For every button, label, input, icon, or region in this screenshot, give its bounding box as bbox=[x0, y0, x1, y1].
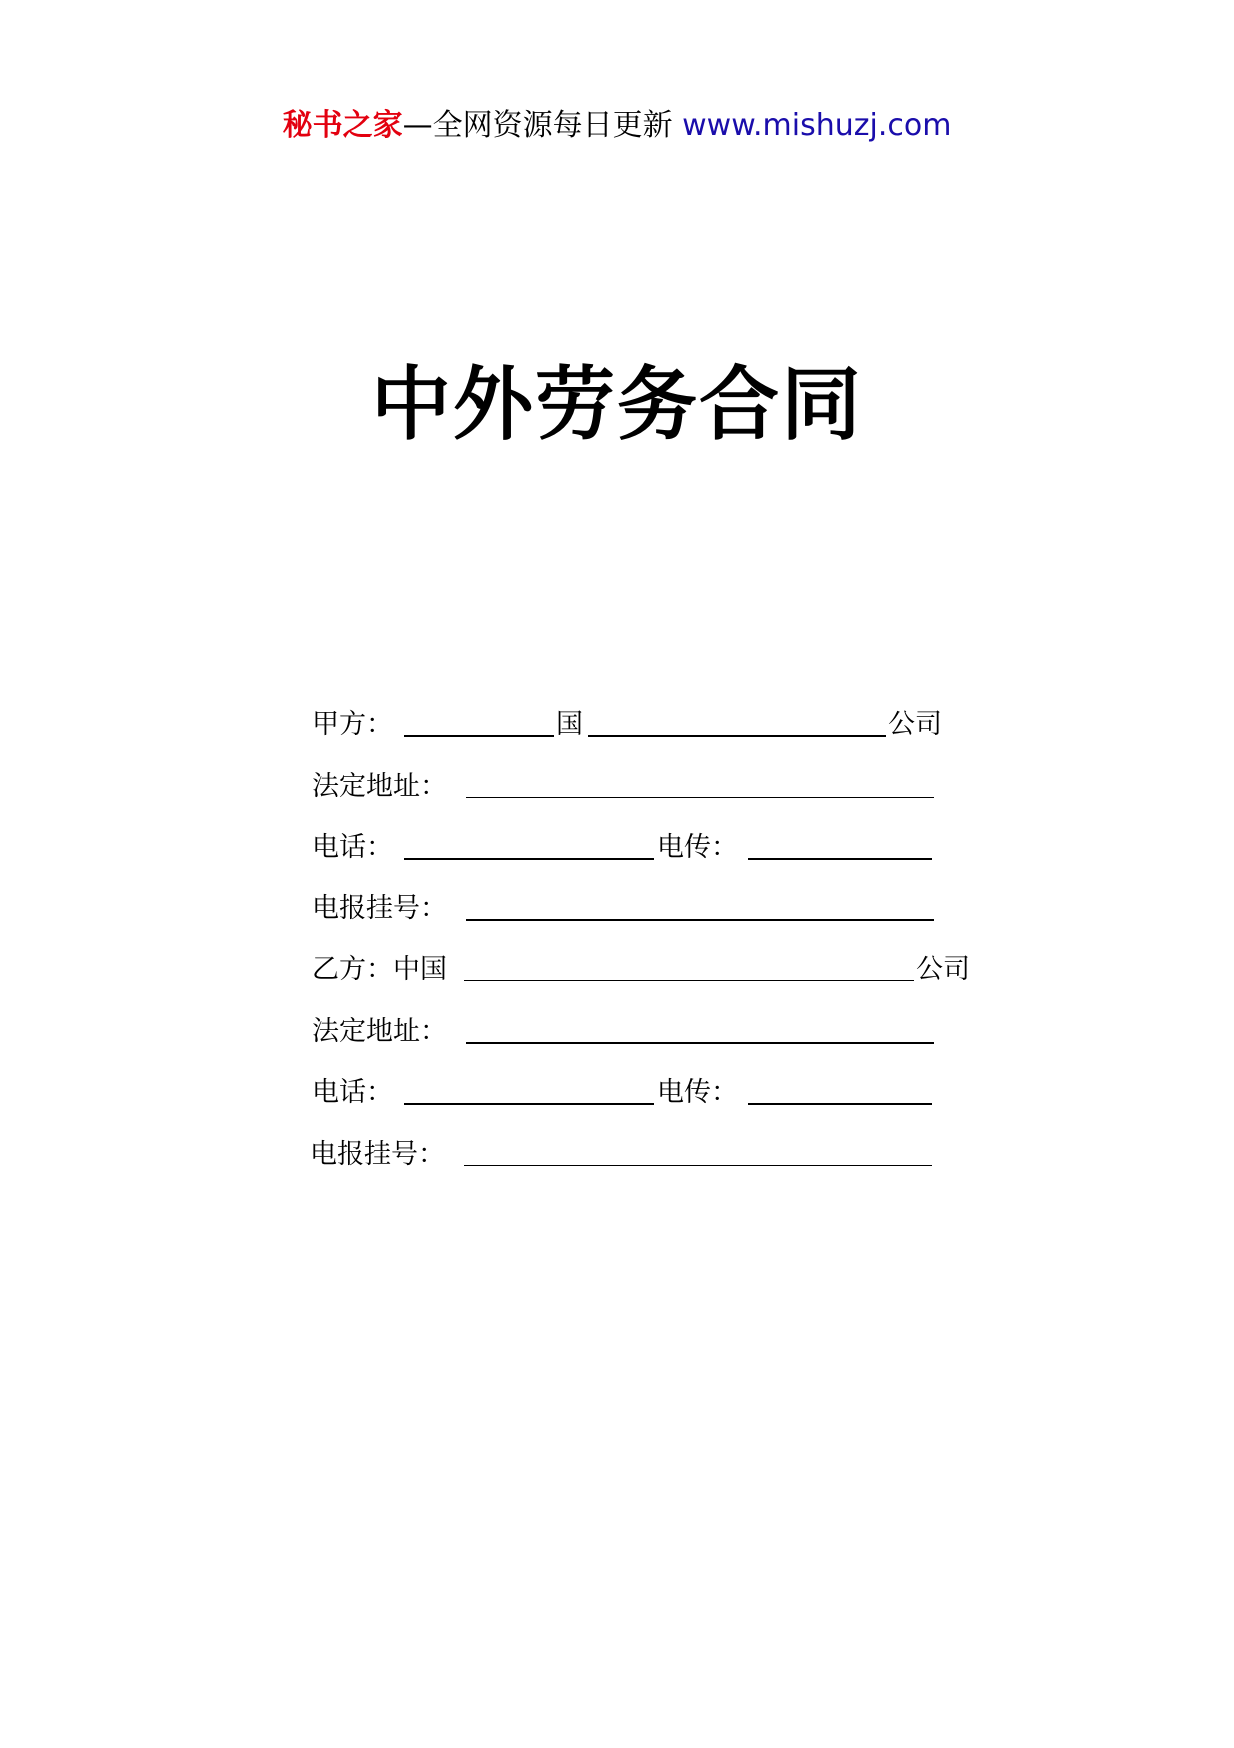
party-a-fax-blank[interactable] bbox=[748, 858, 932, 860]
party-b-telegraph-label: 电报挂号： bbox=[310, 1139, 445, 1170]
party-b-phone-row bbox=[312, 1073, 972, 1113]
party-b-label: 乙方：中国 bbox=[312, 954, 447, 985]
party-a-country-suffix: 国 bbox=[556, 709, 583, 740]
party-a-fax-label: 电传： bbox=[657, 832, 738, 863]
party-b-address-row bbox=[312, 1012, 972, 1052]
banner-url-link[interactable]: www.mishuzj.com bbox=[682, 108, 952, 143]
party-b-phone-blank[interactable] bbox=[404, 1103, 654, 1105]
party-b-name-row bbox=[312, 950, 992, 990]
party-a-telegraph-row bbox=[312, 889, 972, 929]
banner-slogan: —全网资源每日更新 bbox=[402, 108, 673, 143]
party-a-country-blank[interactable] bbox=[404, 735, 554, 737]
party-b-address-label: 法定地址： bbox=[312, 1016, 447, 1047]
party-b-fax-label: 电传： bbox=[657, 1077, 738, 1108]
party-b-telegraph-blank[interactable] bbox=[464, 1165, 932, 1166]
party-b-phone-label: 电话： bbox=[312, 1077, 393, 1108]
party-a-phone-label: 电话： bbox=[312, 832, 393, 863]
party-a-telegraph-blank[interactable] bbox=[466, 919, 934, 921]
party-a-phone-blank[interactable] bbox=[404, 858, 654, 860]
brand-name: 秘书之家 bbox=[282, 108, 403, 143]
party-a-name-row bbox=[312, 705, 972, 745]
party-a-company-suffix: 公司 bbox=[888, 709, 942, 740]
party-a-label: 甲方： bbox=[312, 709, 393, 740]
party-a-telegraph-label: 电报挂号： bbox=[312, 893, 447, 924]
party-a-company-blank[interactable] bbox=[588, 735, 886, 737]
party-a-phone-row bbox=[312, 828, 972, 868]
party-a-address-blank[interactable] bbox=[466, 797, 934, 798]
party-b-company-suffix: 公司 bbox=[916, 954, 970, 985]
party-b-fax-blank[interactable] bbox=[748, 1103, 932, 1105]
party-a-address-label: 法定地址： bbox=[312, 771, 447, 802]
document-title: 中外劳务合同 bbox=[371, 357, 863, 451]
party-b-company-blank[interactable] bbox=[464, 980, 914, 981]
party-b-address-blank[interactable] bbox=[466, 1042, 934, 1044]
party-a-address-row bbox=[312, 767, 972, 807]
party-b-telegraph-row bbox=[310, 1135, 970, 1175]
header-banner bbox=[0, 100, 1234, 144]
